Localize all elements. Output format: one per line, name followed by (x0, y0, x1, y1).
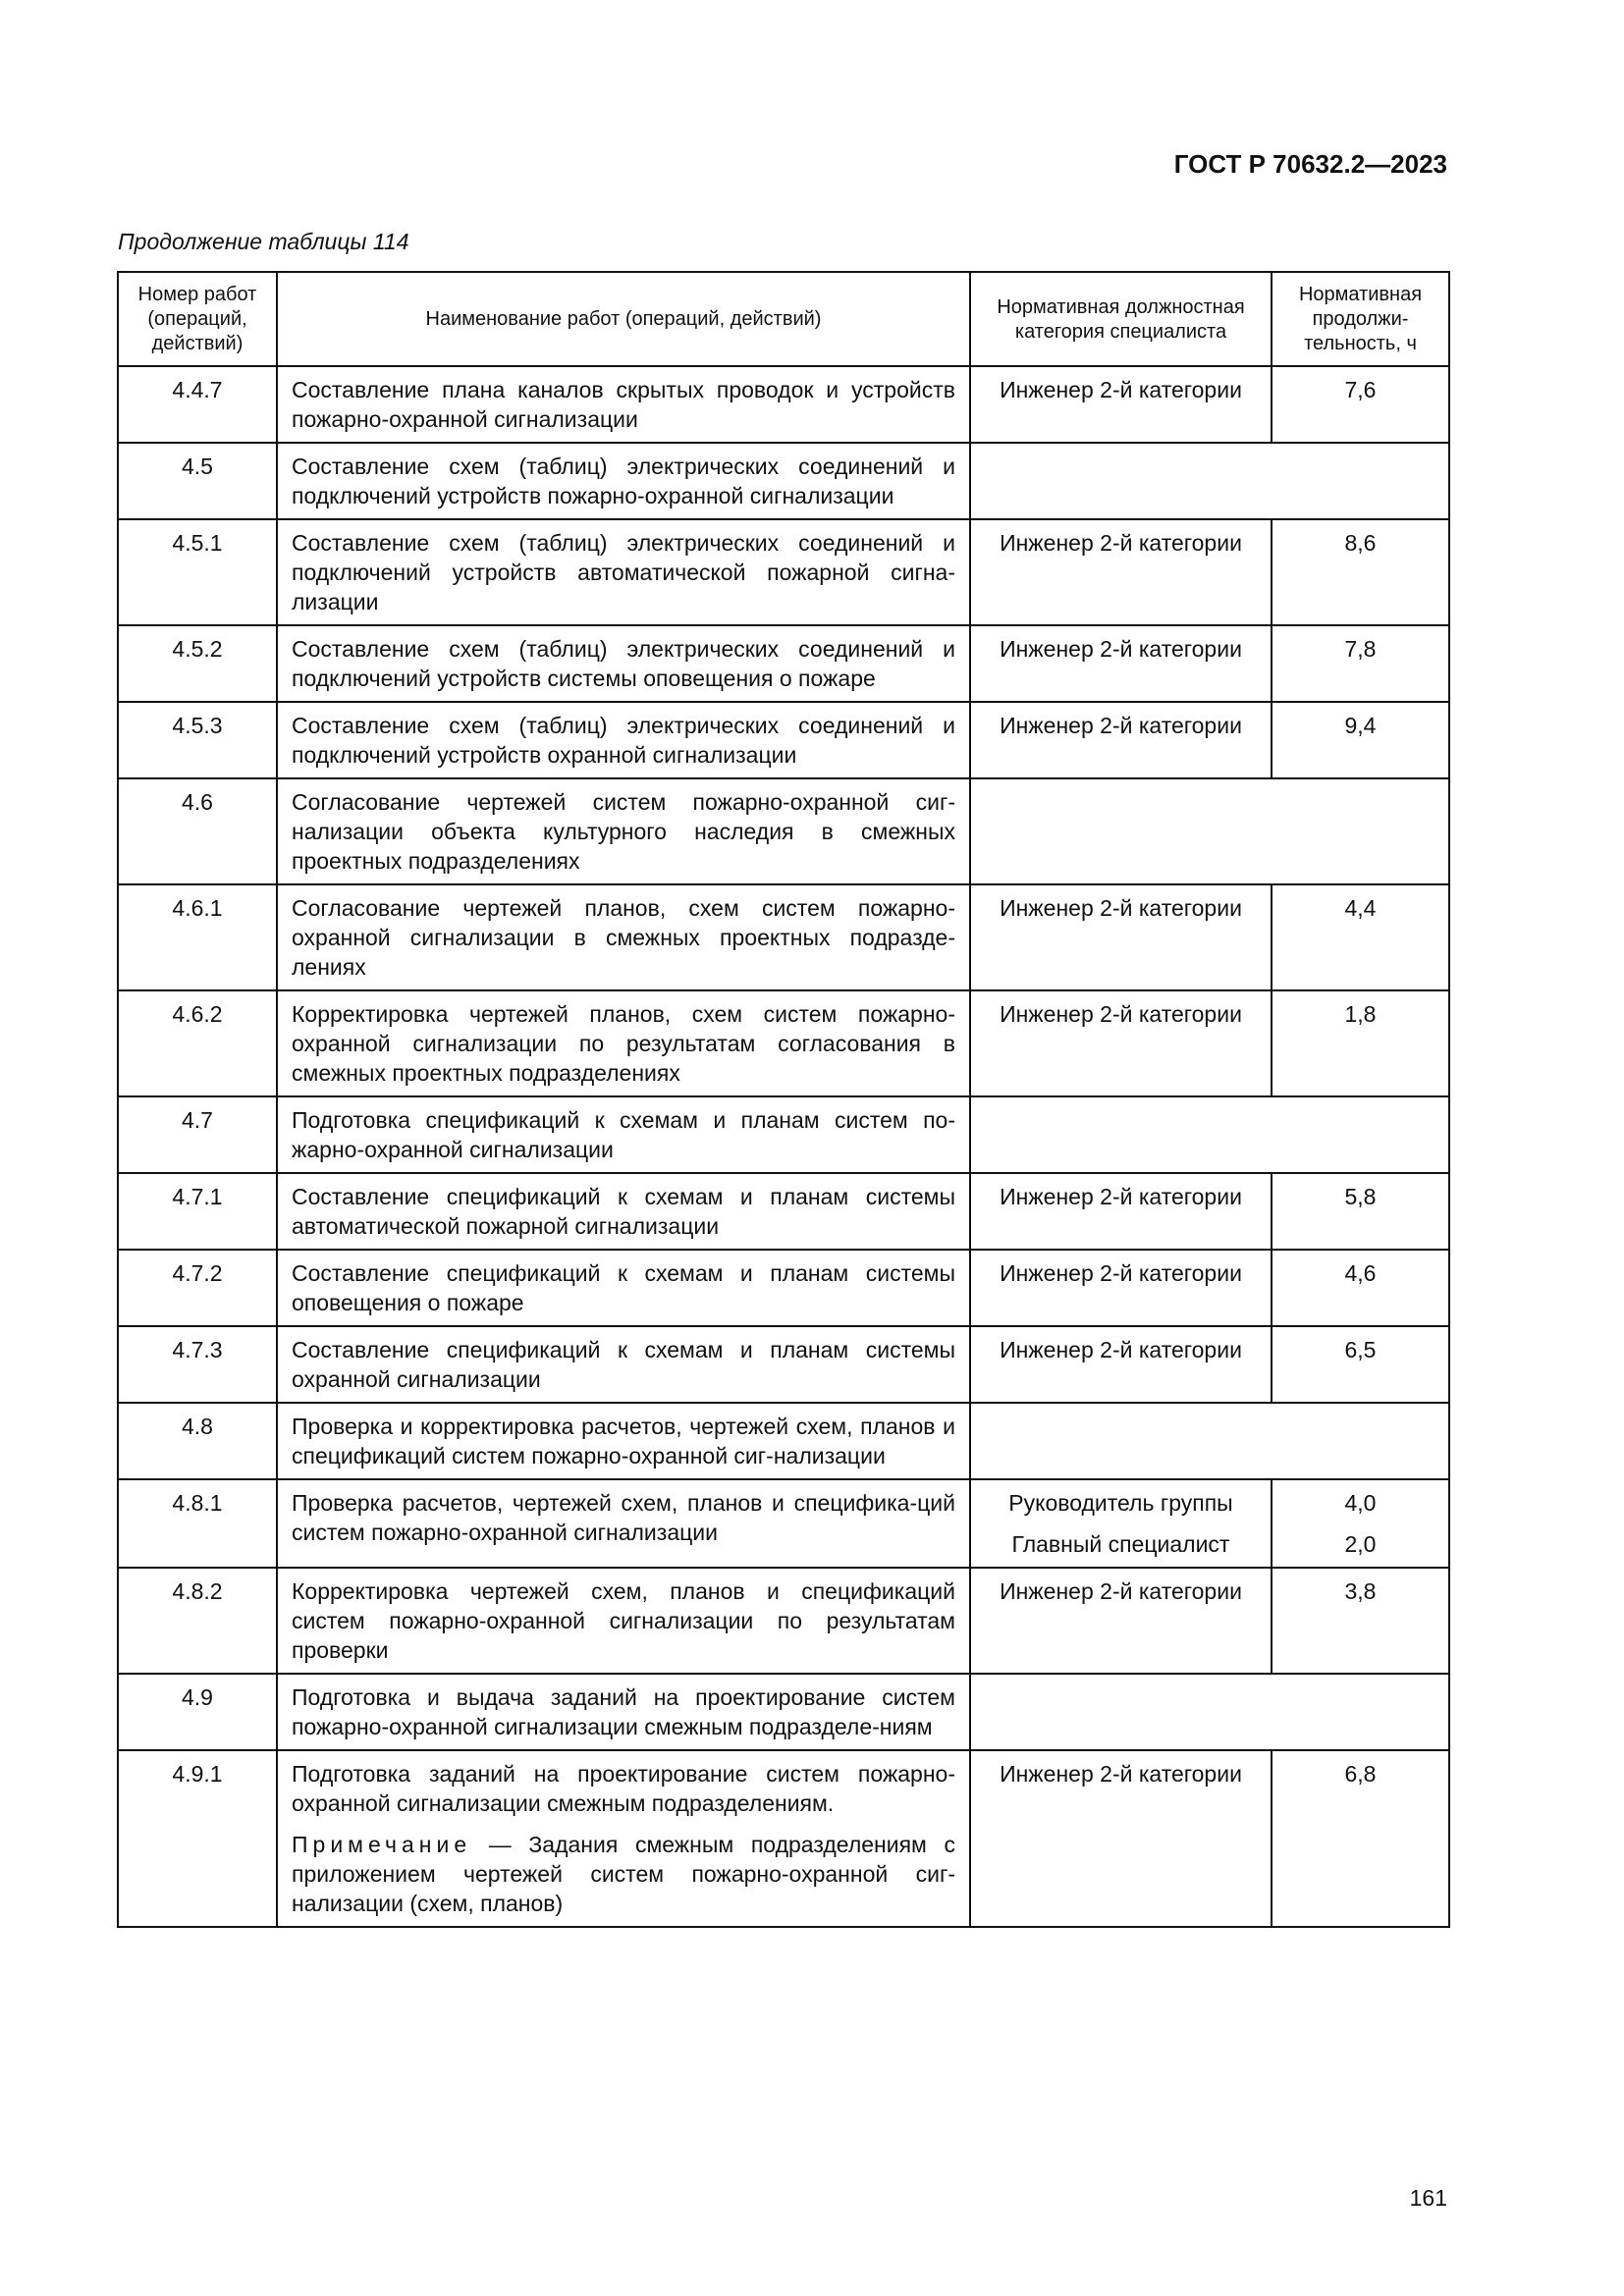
duration-value: 5,8 (1344, 1184, 1377, 1209)
work-number: 4.5.3 (118, 702, 277, 778)
duration (1272, 1750, 1449, 1927)
work-number: 4.8.2 (118, 1568, 277, 1674)
empty-merged-cell (970, 1674, 1449, 1750)
duration-value: 6,8 (1344, 1761, 1377, 1787)
work-number: 4.8 (118, 1403, 277, 1479)
header-duration: Нормативная продолжи-тельность, ч (1272, 272, 1449, 366)
table-group-row (118, 1403, 1449, 1479)
work-name: Подготовка и выдача заданий на проектирование систем пожарно-охранной сигнализации смежным подразделе-ниям (277, 1674, 970, 1750)
table-body (118, 366, 1449, 1927)
specialist-category (970, 1250, 1272, 1326)
table-group-row (118, 1096, 1449, 1173)
empty-merged-cell (970, 443, 1449, 519)
work-name: Составление схем (таблиц) электрических соединений и подключений устройств охранной сигнализации (277, 702, 970, 778)
header-row (118, 272, 1449, 366)
duration (1272, 1326, 1449, 1403)
table-row (118, 990, 1449, 1096)
work-number: 4.5.1 (118, 519, 277, 625)
work-name: Составление спецификаций к схемам и планам системы охранной сигнализации (277, 1326, 970, 1403)
category-value: Инженер 2-й категории (1000, 530, 1242, 556)
specialist-category (970, 884, 1272, 990)
work-name: Согласование чертежей планов, схем систем пожарно-охранной сигнализации в смежных проектных подразде-лениях (277, 884, 970, 990)
table-group-row (118, 1674, 1449, 1750)
specialist-category (970, 702, 1272, 778)
note-label: Примечание (292, 1832, 472, 1857)
note-text: — Задания смежным подразделениям с приложением чертежей систем пожарно-охранной сиг-нализации (схем, планов) (292, 1832, 955, 1916)
duration-value: 3,8 (1344, 1578, 1377, 1604)
category-value: Инженер 2-й категории (1000, 377, 1242, 402)
duration (1272, 884, 1449, 990)
table-row (118, 625, 1449, 702)
work-name: Подготовка спецификаций к схемам и планам систем по-жарно-охранной сигнализации (277, 1096, 970, 1173)
table-row (118, 1173, 1449, 1250)
work-norms-table (117, 271, 1450, 1928)
specialist-category (970, 1326, 1272, 1403)
specialist-category (970, 625, 1272, 702)
work-name: Составление спецификаций к схемам и планам системы автоматической пожарной сигнализации (277, 1173, 970, 1250)
specialist-category (970, 1173, 1272, 1250)
duration (1272, 1479, 1449, 1568)
category-value: Инженер 2-й категории (1000, 1260, 1242, 1286)
table-row (118, 1750, 1449, 1927)
work-name (277, 1750, 970, 1927)
duration-value: 4,0 (1344, 1490, 1377, 1516)
duration-value: 4,4 (1344, 895, 1377, 921)
work-name: Проверка и корректировка расчетов, чертежей схем, планов и спецификаций систем пожарно-охранной сиг-нализации (277, 1403, 970, 1479)
work-number: 4.5 (118, 443, 277, 519)
category-value: Инженер 2-й категории (1000, 1337, 1242, 1362)
work-name: Составление схем (таблиц) электрических соединений и подключений устройств системы оповещения о пожаре (277, 625, 970, 702)
work-number: 4.9 (118, 1674, 277, 1750)
duration-value: 6,5 (1344, 1337, 1377, 1362)
duration (1272, 366, 1449, 443)
specialist-category (970, 519, 1272, 625)
work-name: Корректировка чертежей схем, планов и спецификаций систем пожарно-охранной сигнализации по результатам проверки (277, 1568, 970, 1674)
work-number: 4.7.2 (118, 1250, 277, 1326)
table-row (118, 702, 1449, 778)
category-value: Инженер 2-й категории (1000, 636, 1242, 662)
category-value: Инженер 2-й категории (1000, 1184, 1242, 1209)
work-number: 4.5.2 (118, 625, 277, 702)
specialist-category (970, 366, 1272, 443)
table-group-row (118, 778, 1449, 884)
duration-value: 7,8 (1344, 636, 1377, 662)
duration (1272, 1250, 1449, 1326)
work-number: 4.4.7 (118, 366, 277, 443)
work-number: 4.7.3 (118, 1326, 277, 1403)
work-number: 4.6 (118, 778, 277, 884)
duration-value: 2,0 (1344, 1531, 1377, 1557)
table-row (118, 519, 1449, 625)
header-work-name: Наименование работ (операций, действий) (277, 272, 970, 366)
duration (1272, 1568, 1449, 1674)
category-value: Инженер 2-й категории (1000, 713, 1242, 738)
document-id: ГОСТ Р 70632.2—2023 (1173, 149, 1447, 179)
table-caption: Продолжение таблицы 114 (118, 229, 409, 254)
duration-value: 8,6 (1344, 530, 1377, 556)
duration (1272, 1173, 1449, 1250)
duration (1272, 990, 1449, 1096)
table-row (118, 1568, 1449, 1674)
header-specialist-category: Нормативная должностная категория специалиста (970, 272, 1272, 366)
work-number: 4.6.1 (118, 884, 277, 990)
duration-value: 9,4 (1344, 713, 1377, 738)
category-value: Инженер 2-й категории (1000, 1761, 1242, 1787)
category-value: Руководитель группы (1008, 1490, 1233, 1516)
empty-merged-cell (970, 1403, 1449, 1479)
note-spacer (292, 1818, 955, 1830)
table-header (118, 272, 1449, 366)
work-name: Составление схем (таблиц) электрических соединений и подключений устройств автоматической пожарной сигна-лизации (277, 519, 970, 625)
category-value: Инженер 2-й категории (1000, 1001, 1242, 1027)
category-value: Инженер 2-й категории (1000, 895, 1242, 921)
specialist-category (970, 1568, 1272, 1674)
table-row (118, 884, 1449, 990)
duration (1272, 702, 1449, 778)
work-name: Согласование чертежей систем пожарно-охранной сиг-нализации объекта культурного наследия в смежных проектных подразделениях (277, 778, 970, 884)
table-group-row (118, 443, 1449, 519)
duration-value: 4,6 (1344, 1260, 1377, 1286)
work-name: Корректировка чертежей планов, схем систем пожарно-охранной сигнализации по результатам согласования в смежных проектных подразделениях (277, 990, 970, 1096)
table-row (118, 1250, 1449, 1326)
specialist-category (970, 990, 1272, 1096)
work-name: Составление спецификаций к схемам и планам системы оповещения о пожаре (277, 1250, 970, 1326)
line-spacer (1286, 1518, 1435, 1529)
header-work-number: Номер работ (операций, действий) (118, 272, 277, 366)
work-name: Составление плана каналов скрытых проводок и устройств пожарно-охранной сигнализации (277, 366, 970, 443)
duration-value: 1,8 (1344, 1001, 1377, 1027)
page-number: 161 (1409, 2185, 1447, 2211)
work-number: 4.7 (118, 1096, 277, 1173)
work-name: Составление схем (таблиц) электрических соединений и подключений устройств пожарно-охранной сигнализации (277, 443, 970, 519)
line-spacer (985, 1518, 1257, 1529)
work-name: Проверка расчетов, чертежей схем, планов и специфика-ций систем пожарно-охранной сигнализации (277, 1479, 970, 1568)
table-row (118, 1326, 1449, 1403)
specialist-category (970, 1750, 1272, 1927)
work-name-text: Подготовка заданий на проектирование систем пожарно-охранной сигнализации смежным подразделениям. (292, 1761, 955, 1816)
category-value: Инженер 2-й категории (1000, 1578, 1242, 1604)
duration (1272, 519, 1449, 625)
specialist-category (970, 1479, 1272, 1568)
work-number: 4.9.1 (118, 1750, 277, 1927)
work-number: 4.8.1 (118, 1479, 277, 1568)
duration-value: 7,6 (1344, 377, 1377, 402)
table-row (118, 366, 1449, 443)
category-value: Главный специалист (1011, 1531, 1230, 1557)
table-row (118, 1479, 1449, 1568)
work-note (292, 1830, 955, 1918)
work-number: 4.7.1 (118, 1173, 277, 1250)
duration (1272, 625, 1449, 702)
empty-merged-cell (970, 778, 1449, 884)
empty-merged-cell (970, 1096, 1449, 1173)
work-number: 4.6.2 (118, 990, 277, 1096)
